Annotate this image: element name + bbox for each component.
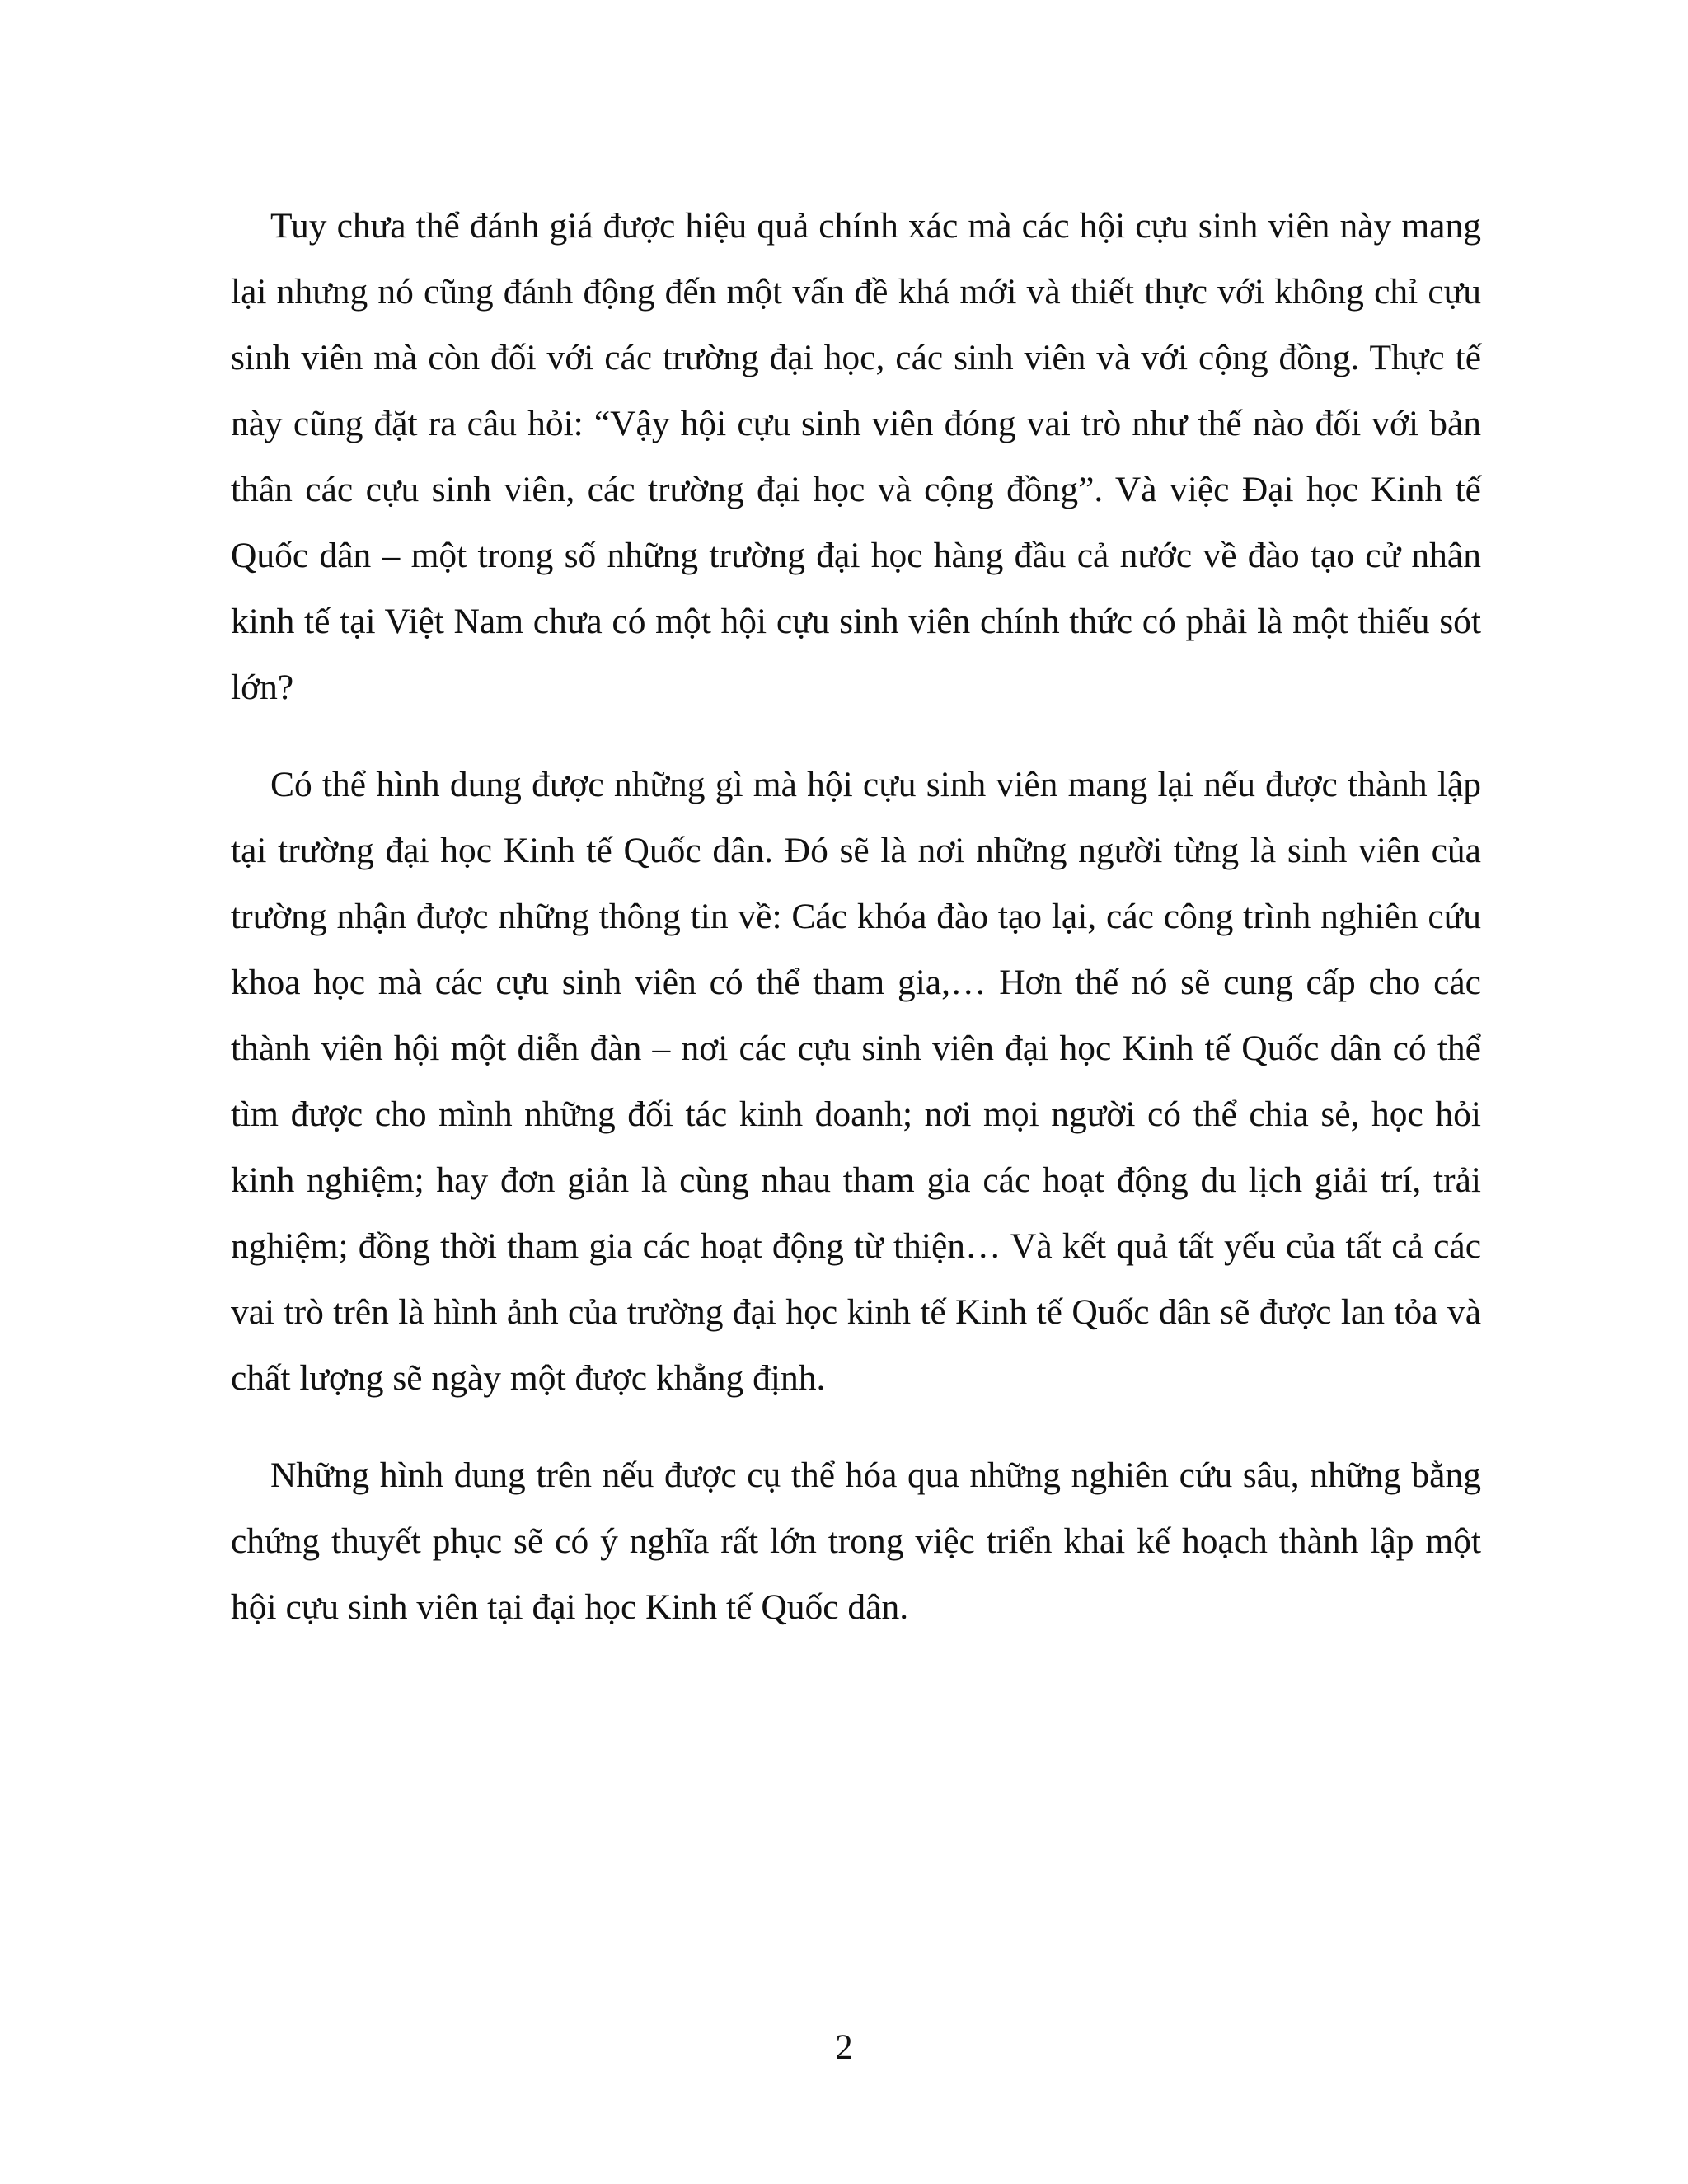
body-text [231, 193, 1481, 1671]
paragraph-1: Tuy chưa thể đánh giá được hiệu quả chính xác mà các hội cựu sinh viên này mang lại nhưng nó cũng đánh động đến một vấn đề khá mới và thiết thực với không chỉ cựu sinh viên mà còn đối với các trường đại học, các sinh viên và với cộng đồng. Thực tế này cũng đặt ra câu hỏi: “Vậy hội cựu sinh viên đóng vai trò như thế nào đối với bản thân các cựu sinh viên, các trường đại học và cộng đồng”. Và việc Đại học Kinh tế Quốc dân – một trong số những trường đại học hàng đầu cả nước về đào tạo cử nhân kinh tế tại Việt Nam chưa có một hội cựu sinh viên chính thức có phải là một thiếu sót lớn? [231, 206, 1481, 707]
page-number: 2 [835, 2028, 853, 2067]
paragraph-2: Có thể hình dung được những gì mà hội cựu sinh viên mang lại nếu được thành lập tại trường đại học Kinh tế Quốc dân. Đó sẽ là nơi những người từng là sinh viên của trường nhận được những thông tin về: Các khóa đào tạo lại, các công trình nghiên cứu khoa học mà các cựu sinh viên có thể tham gia,… Hơn thế nó sẽ cung cấp cho các thành viên hội một diễn đàn – nơi các cựu sinh viên đại học Kinh tế Quốc dân có thể tìm được cho mình những đối tác kinh doanh; nơi mọi người có thể chia sẻ, học hỏi kinh nghiệm; hay đơn giản là cùng nhau tham gia các hoạt động du lịch giải trí, trải nghiệm; đồng thời tham gia các hoạt động từ thiện… Và kết quả tất yếu của tất cả các vai trò trên là hình ảnh của trường đại học kinh tế Kinh tế Quốc dân sẽ được lan tỏa và chất lượng sẽ ngày một được khẳng định. [231, 765, 1481, 1398]
paragraph-3: Những hình dung trên nếu được cụ thể hóa qua những nghiên cứu sâu, những bằng chứng thuyết phục sẽ có ý nghĩa rất lớn trong việc triển khai kế hoạch thành lập một hội cựu sinh viên tại đại học Kinh tế Quốc dân. [231, 1455, 1481, 1627]
